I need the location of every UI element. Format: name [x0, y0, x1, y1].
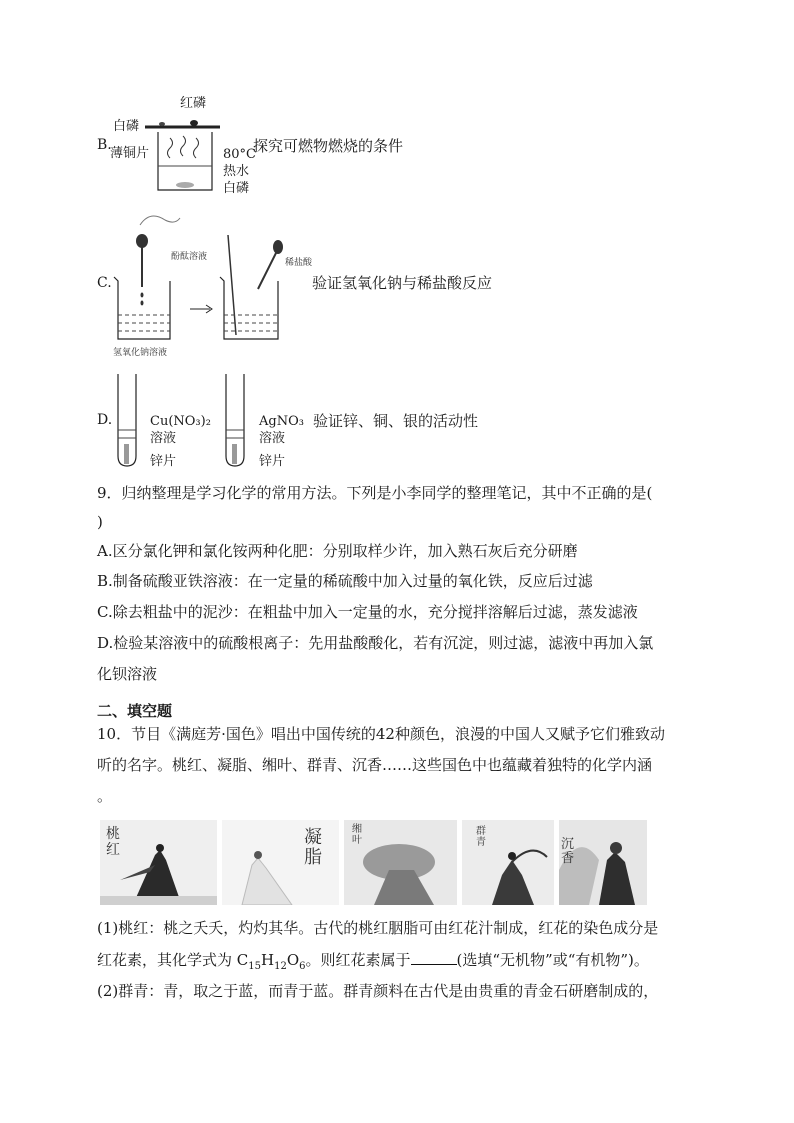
test-tube-right [220, 372, 250, 470]
drop-left-2 [141, 301, 144, 306]
white-phosphorus-dot [159, 122, 165, 126]
photo-xiangye [344, 820, 457, 905]
hand-sketch [140, 216, 180, 225]
zinc-strip-right [232, 444, 237, 464]
q9-option-b: B.制备硫酸亚铁溶液：在一定量的稀硫酸中加入过量的氧化铁，反应后过滤 [97, 572, 593, 590]
beaker-right [220, 277, 278, 339]
steam-line-1 [168, 138, 173, 158]
part1-post-text: (选填“无机物”或“有机物”)。 [456, 951, 649, 969]
formula-sub-o: 6 [299, 961, 306, 972]
part1-mid-text: 。则红花素属于 [305, 951, 411, 969]
label-zinc-1: 锌片 [150, 454, 177, 469]
combustion-apparatus-figure [140, 110, 225, 195]
q9-stem-close: ) [97, 513, 103, 531]
formula-o: O [286, 951, 300, 969]
label-solution-1: 溶液 [150, 431, 177, 446]
label-solution-2: 溶液 [259, 431, 286, 446]
photo-qunqing [462, 820, 554, 905]
option-d-letter: D. [97, 412, 113, 428]
q10-line-1: 10．节目《满庭芳·国色》唱出中国传统的42种颜色，浪漫的中国人又赋予它们雅致动 [97, 725, 665, 743]
glass-rod [228, 235, 236, 335]
option-b-description: 探究可燃物燃烧的条件 [253, 137, 404, 155]
label-ag-nitrate: AgNO₃ [259, 414, 304, 429]
label-red-phosphorus: 红磷 [180, 96, 207, 111]
q9-option-a: A.区分氯化钾和氯化铵两种化肥：分别取样少许，加入熟石灰后充分研磨 [97, 542, 578, 560]
label-phenolphthalein: 酚酞溶液 [171, 252, 208, 262]
photo-taohong [100, 820, 217, 905]
formula-sub-c: 15 [248, 961, 261, 972]
photo-caption-qunqing: 群青 [476, 826, 486, 848]
q10-line-2: 听的名字。桃红、凝脂、缃叶、群青、沉香……这些国色中也蕴藏着独特的化学内涵 [97, 756, 653, 774]
formula-sub-h: 12 [274, 961, 287, 972]
label-white-phosphorus-top: 白磷 [113, 119, 140, 134]
photo-ningzhi [222, 820, 339, 905]
photo-caption-xiangye: 缃叶 [352, 824, 362, 846]
label-zinc-2: 锌片 [259, 454, 286, 469]
steam-line-3 [194, 138, 199, 158]
neutralization-figure [108, 205, 308, 350]
dropper-tube-right [258, 253, 276, 289]
photo-chenxiang [559, 820, 647, 905]
q10-part1-line1: (1)桃红：桃之夭夭，灼灼其华。古代的桃红胭脂可由红花汁制成，红花的染色成分是 [97, 919, 659, 937]
photo-caption-taohong: 桃红 [106, 826, 120, 858]
label-dilute-hcl: 稀盐酸 [285, 258, 313, 268]
label-cu-nitrate: Cu(NO₃)₂ [150, 414, 211, 429]
q9-option-d: D.检验某溶液中的硫酸根离子：先用盐酸酸化，若有沉淀，则过滤，滤液中再加入氯 [97, 634, 654, 652]
q9-option-d-cont: 化钡溶液 [97, 665, 158, 683]
label-white-phosphorus-bottom: 白磷 [223, 181, 250, 196]
answer-blank[interactable] [411, 950, 457, 965]
option-c-letter: C. [97, 275, 112, 291]
dropper-bulb-right [273, 240, 283, 254]
q10-line-3: 。 [97, 787, 113, 805]
label-naoh-solution: 氢氧化钠溶液 [113, 348, 168, 358]
white-phosphorus-bottom-lump [176, 182, 194, 188]
option-c-description: 验证氢氧化钠与稀盐酸反应 [312, 274, 493, 292]
option-d-description: 验证锌、铜、银的活动性 [313, 412, 479, 430]
q9-stem: 9．归纳整理是学习化学的常用方法。下列是小李同学的整理笔记，其中不正确的是( [97, 484, 653, 502]
test-tube-left [112, 372, 142, 470]
photo-caption-ningzhi: 凝脂 [304, 827, 322, 868]
q10-part1-line2 [97, 950, 649, 977]
zinc-strip-left [124, 444, 129, 464]
q9-option-c: C.除去粗盐中的泥沙：在粗盐中加入一定量的水，充分搅拌溶解后过滤，蒸发滤液 [97, 603, 638, 621]
red-phosphorus-dot [190, 120, 198, 126]
drop-left-1 [141, 293, 144, 298]
steam-line-2 [181, 136, 186, 156]
dropper-bulb-left [136, 234, 148, 248]
section-title: 二、填空题 [97, 702, 173, 720]
option-b-letter: B. [97, 137, 112, 153]
formula-h: H [260, 951, 275, 969]
formula-prefix: 红花素，其化学式为 C [97, 951, 249, 969]
label-temperature: 80°C [223, 147, 256, 162]
label-copper-sheet: 薄铜片 [110, 146, 150, 161]
label-hot-water: 热水 [223, 164, 250, 179]
photo-caption-chenxiang: 沉香 [561, 837, 575, 866]
q10-part2-line1: (2)群青：青，取之于蓝，而青于蓝。群青颜料在古代是由贵重的青金石研磨制成的， [97, 982, 659, 1000]
